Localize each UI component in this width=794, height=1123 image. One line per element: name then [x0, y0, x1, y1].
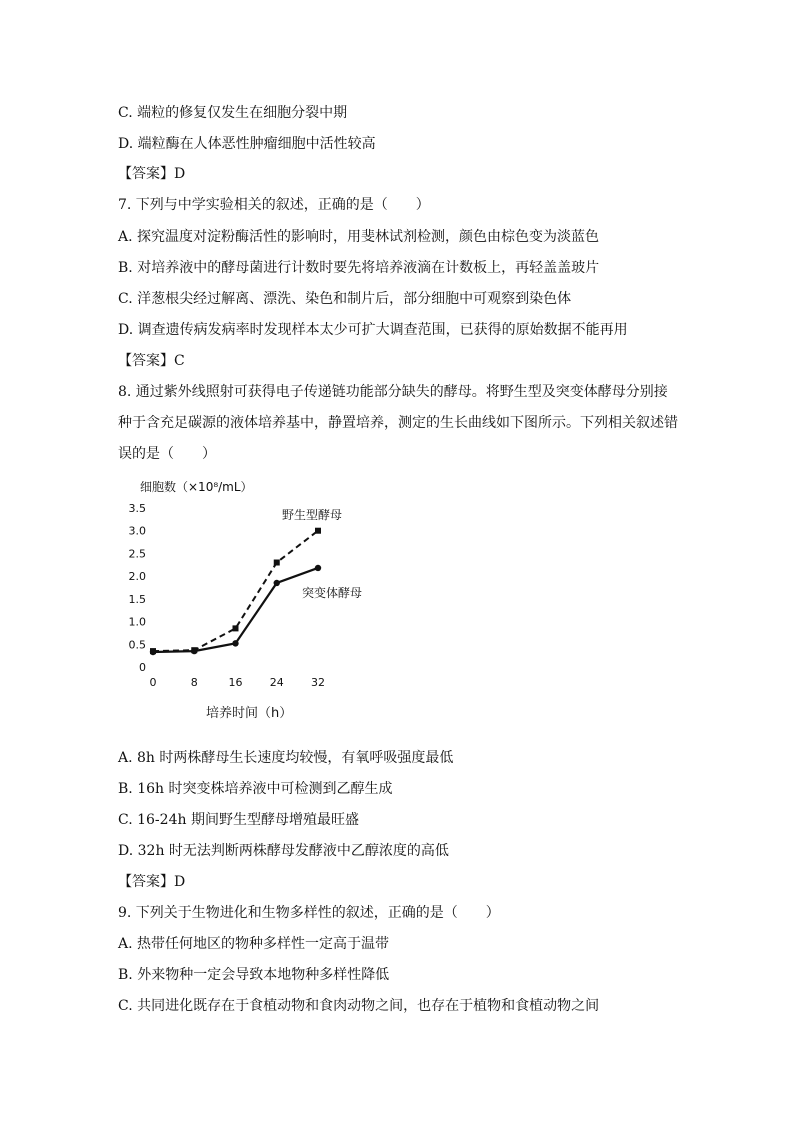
wild-type-point	[150, 648, 156, 654]
mutant-point	[150, 649, 156, 655]
q8-option-c: C. 16-24h 期间野生型酵母增殖最旺盛	[118, 812, 359, 828]
y-tick-label: 1.0	[128, 615, 146, 629]
q8-option-d: D. 32h 时无法判断两株酵母发酵液中乙醇浓度的高低	[118, 843, 449, 859]
chart-xlabel: 培养时间（h）	[206, 706, 293, 721]
wild-type-point	[274, 560, 280, 566]
x-tick-label: 24	[269, 676, 284, 689]
y-tick-label: 0	[139, 661, 146, 674]
wild-type-point	[191, 647, 197, 653]
q9-stem: 9. 下列关于生物进化和生物多样性的叙述，正确的是（ ）	[118, 905, 500, 921]
series-line-mutant	[153, 568, 318, 652]
q6-option-d: D. 端粒酶在人体恶性肿瘤细胞中活性较高	[118, 136, 376, 152]
q8-option-b: B. 16h 时突变株培养液中可检测到乙醇生成	[118, 781, 393, 797]
x-tick-label: 8	[190, 676, 198, 689]
wild-type-point	[233, 625, 239, 631]
mutant-point	[315, 565, 321, 571]
q7-option-b: B. 对培养液中的酵母菌进行计数时要先将培养液滴在计数板上，再轻盖盖玻片	[118, 260, 600, 276]
q8-answer: 【答案】D	[118, 874, 186, 890]
q9-option-c: C. 共同进化既存在于食植动物和食肉动物之间，也存在于植物和食植动物之间	[118, 998, 600, 1014]
y-tick-label: 2.0	[128, 570, 146, 584]
q9-option-a: A. 热带任何地区的物种多样性一定高于温带	[118, 936, 390, 952]
y-tick-label: 1.5	[128, 592, 146, 606]
q8-stem-line2: 种于含充足碳源的液体培养基中，静置培养，测定的生长曲线如下图所示。下列相关叙述错	[118, 415, 678, 431]
series-line-wild-type	[153, 531, 318, 651]
x-tick-label: 0	[149, 676, 157, 689]
legend-wild-type: 野生型酵母	[282, 508, 343, 522]
q8-stem-line1: 8. 通过紫外线照射可获得电子传递链功能部分缺失的酵母。将野生型及突变体酵母分别接	[118, 384, 668, 400]
mutant-point	[274, 580, 280, 586]
q7-stem: 7. 下列与中学实验相关的叙述，正确的是（ ）	[118, 197, 430, 213]
q7-option-d: D. 调查遗传病发病率时发现样本太少可扩大调查范围，已获得的原始数据不能再用	[118, 322, 628, 338]
y-tick-label: 3.0	[128, 524, 146, 538]
q8-stem-line3: 误的是（ ）	[118, 446, 216, 462]
q7-option-a: A. 探究温度对淀粉酶活性的影响时，用斐林试剂检测，颜色由棕色变为淡蓝色	[118, 229, 600, 245]
mutant-point	[232, 640, 238, 646]
q7-answer: 【答案】C	[118, 353, 185, 369]
chart-axes	[129, 502, 326, 689]
wild-type-point	[315, 528, 321, 534]
legend-mutant: 突变体酵母	[302, 586, 363, 600]
y-tick-label: 2.5	[128, 547, 146, 561]
q6-option-c: C. 端粒的修复仅发生在细胞分裂中期	[118, 105, 348, 121]
x-tick-label: 32	[311, 676, 325, 689]
q9-option-b: B. 外来物种一定会导致本地物种多样性降低	[118, 967, 390, 983]
q8-option-a: A. 8h 时两株酵母生长速度均较慢，有氧呼吸强度最低	[118, 750, 454, 766]
mutant-point	[191, 648, 197, 654]
x-tick-label: 16	[228, 676, 243, 689]
chart-ylabel: 细胞数（×10⁸/mL）	[140, 480, 253, 494]
y-tick-label: 3.5	[128, 502, 146, 515]
y-tick-label: 0.5	[128, 638, 146, 652]
chart-series-group	[150, 528, 321, 655]
q7-option-c: C. 洋葱根尖经过解离、漂洗、染色和制片后，部分细胞中可观察到染色体	[118, 291, 572, 307]
q6-answer: 【答案】D	[118, 166, 186, 182]
